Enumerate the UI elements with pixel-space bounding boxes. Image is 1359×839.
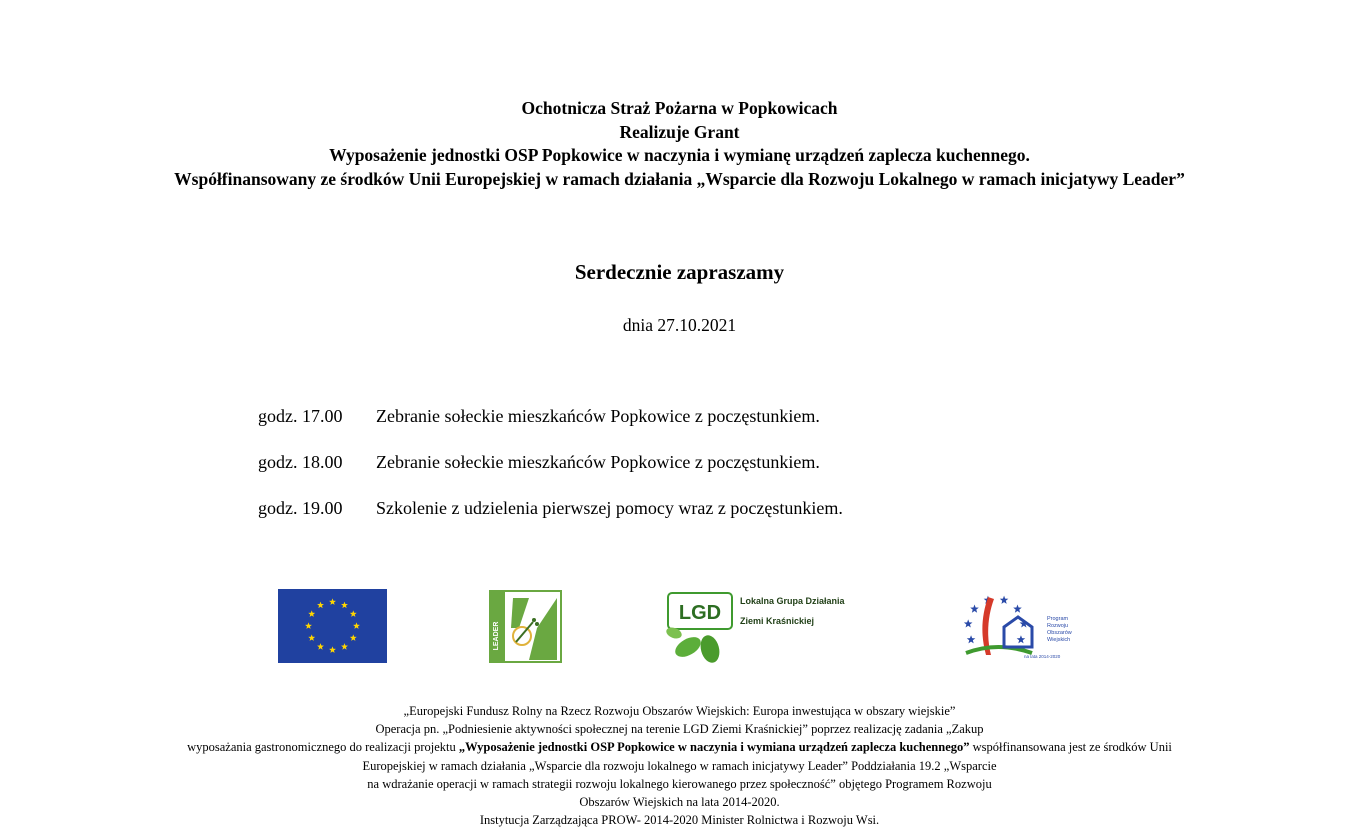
- star-icon: [1000, 596, 1009, 604]
- star-icon: [970, 605, 979, 613]
- schedule-time: godz. 17.00: [258, 406, 343, 426]
- footer-text: współfinansowana jest ze środków Unii: [969, 740, 1172, 755]
- star-icon: [964, 619, 973, 627]
- funding-note: Współfinansowany ze środków Unii Europejskiej w ramach działania „Wsparcie dla Rozwoju Lokalnego w ramach inicjatywy Leader”: [174, 168, 1185, 189]
- schedule-event: Szkolenie z udzielenia pierwszej pomocy wraz z poczęstunkiem.: [376, 498, 843, 518]
- prow-logo-icon: [958, 587, 1084, 667]
- invitation-heading: Serdecznie zapraszamy: [574, 260, 785, 284]
- prow-line1: Program: [1047, 616, 1069, 622]
- prow-line4: Wiejskich: [1047, 637, 1071, 643]
- footer-line: [0, 738, 1359, 756]
- eu-flag-icon: [278, 589, 387, 663]
- header: [0, 97, 1359, 191]
- star-icon: [967, 635, 976, 643]
- footer-project-title: „Wyposażenie jednostki OSP Popkowice w naczynia i wymiana urządzeń zaplecza kuchennego”: [458, 740, 970, 755]
- footer-text: wyposażania gastronomicznego do realizacji projektu: [187, 740, 459, 755]
- prow-line5: na lata 2014-2020: [1024, 654, 1061, 659]
- leader-logo-icon: [489, 590, 562, 663]
- schedule-event: Zebranie sołeckie mieszkańców Popkowice z poczęstunkiem.: [376, 406, 820, 426]
- lgd-badge-text: LGD: [678, 602, 722, 624]
- footer-line: Operacja pn. „Podniesienie aktywności społecznej na terenie LGD Ziemi Kraśnickiej” poprzez realizację zadania „Zakup: [375, 722, 984, 737]
- lgd-logo-icon: [660, 589, 875, 667]
- lgd-line2: Ziemi Kraśnickiej: [740, 616, 815, 626]
- schedule-row: [258, 498, 843, 544]
- logo-strip: [0, 585, 1359, 670]
- footer-line: Instytucja Zarządzająca PROW- 2014-2020 Minister Rolnictwa i Rozwoju Wsi.: [479, 813, 880, 828]
- footer-line: Europejskiej w ramach działania „Wsparcie dla rozwoju lokalnego w ramach inicjatywy Leader” Poddziałania 19.2 „Wsparcie: [362, 758, 997, 773]
- schedule-row: [258, 406, 843, 452]
- schedule-time: godz. 18.00: [258, 452, 343, 472]
- star-icon: [1013, 605, 1022, 613]
- footer-line: „Europejski Fundusz Rolny na Rzecz Rozwoju Obszarów Wiejskich: Europa inwestująca w obszary wiejskie”: [403, 704, 956, 718]
- footer: [0, 702, 1359, 829]
- schedule: [258, 406, 843, 544]
- grant-heading: Realizuje Grant: [619, 121, 740, 142]
- footer-line: na wdrażanie operacji w ramach strategii rozwoju lokalnego kierowanego przez społeczność” objętego Programem Rozwoju: [367, 776, 992, 791]
- schedule-time: godz. 19.00: [258, 498, 343, 518]
- schedule-event: Zebranie sołeckie mieszkańców Popkowice z poczęstunkiem.: [376, 452, 820, 472]
- grant-title: Wyposażenie jednostki OSP Popkowice w naczynia i wymianę urządzeń zaplecza kuchennego.: [329, 145, 1030, 165]
- prow-line2: Rozwoju: [1047, 623, 1069, 629]
- lgd-line1: Lokalna Grupa Działania: [740, 596, 845, 606]
- footer-line: Obszarów Wiejskich na lata 2014-2020.: [579, 795, 780, 810]
- schedule-row: [258, 452, 843, 498]
- prow-line3: Obszarów: [1047, 630, 1072, 636]
- organization-name: Ochotnicza Straż Pożarna w Popkowicach: [521, 98, 838, 118]
- star-icon: [1017, 635, 1026, 643]
- leader-logo-text: LEADER: [493, 621, 500, 651]
- event-date: dnia 27.10.2021: [622, 315, 737, 335]
